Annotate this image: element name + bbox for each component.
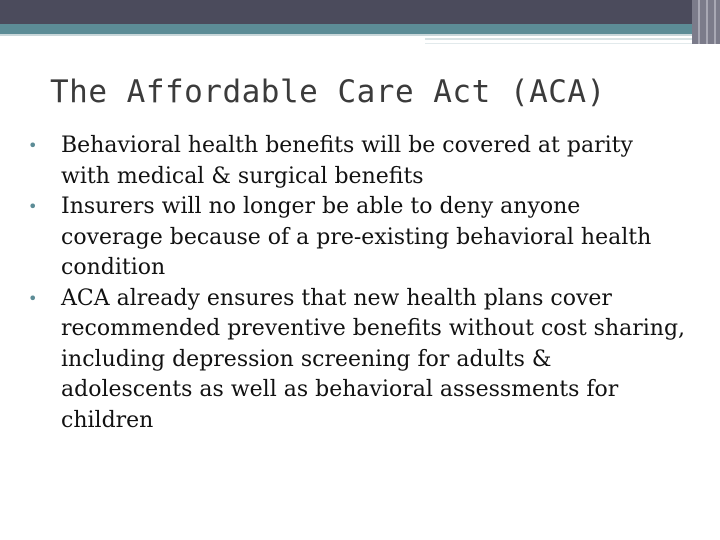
bullet-icon: • xyxy=(28,288,38,308)
bullet-icon: • xyxy=(28,136,38,155)
header-band-dark xyxy=(0,0,720,24)
slide-title: The Affordable Care Act (ACA) xyxy=(50,74,606,110)
header-band-teal xyxy=(0,24,720,34)
bullet-item xyxy=(28,131,688,192)
corner-decoration xyxy=(692,0,720,44)
bullet-text: Insurers will no longer be able to deny anyone coverage because of a pre-existing behavioral health condition xyxy=(61,194,652,280)
corner-stripe xyxy=(706,0,708,44)
bullet-list xyxy=(28,131,688,436)
bullet-text: ACA already ensures that new health plans cover recommended preventive benefits without cost sharing, including depression screening for adults & adolescents as well as behavioral assessments for children xyxy=(61,285,686,433)
header-rule-2 xyxy=(425,38,700,40)
corner-stripe xyxy=(698,0,700,44)
bullet-text: Behavioral health benefits will be covered at parity with medical & surgical benefits xyxy=(61,133,633,189)
corner-stripe xyxy=(714,0,716,44)
header-rule-1 xyxy=(0,34,720,36)
bullet-item xyxy=(28,192,688,284)
bullet-item xyxy=(28,284,688,437)
header-rule-3 xyxy=(425,43,700,44)
bullet-icon: • xyxy=(28,197,38,216)
